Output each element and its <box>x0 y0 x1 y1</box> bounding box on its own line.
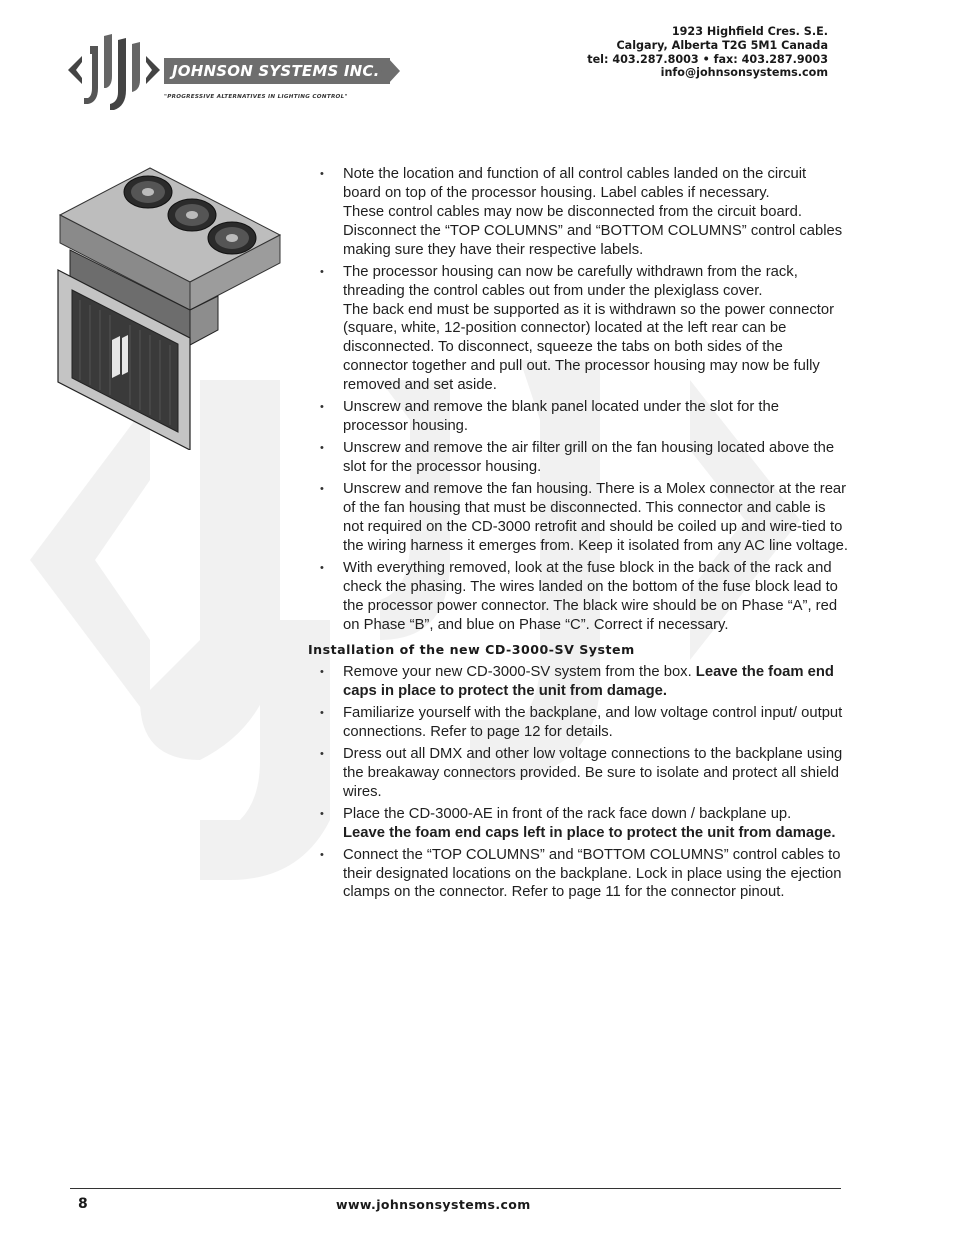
list-item <box>308 480 848 556</box>
bullet-marker: • <box>320 747 324 760</box>
company-logo <box>68 26 402 112</box>
bullet-marker: • <box>320 665 324 678</box>
address-line-1: 1923 Highfield Cres. S.E. <box>671 25 828 38</box>
email-address: info@johnsonsystems.com <box>660 66 828 80</box>
step-text: Unscrew and remove the air filter grill on the fan housing located above the slot for the processor housing. <box>343 440 835 476</box>
company-name-banner: JOHNSON SYSTEMS INC. <box>164 58 390 84</box>
bullet-marker: • <box>320 848 324 861</box>
step-text: The processor housing can now be carefully withdrawn from the rack, threading the control cables out from under the plexiglass cover. The back end must be supported as it is withdrawn so the power connector (square, white, 12-position connector) located at the left rear can be disconnected. To disconnect, squeeze the tabs on both sides of the connector together and pull out. The processor housing may now be fully removed and set aside. <box>343 263 835 394</box>
list-item <box>308 398 848 436</box>
bullet-marker: • <box>320 168 324 180</box>
step-text: With everything removed, look at the fuse block in the back of the rack and check the phasing. The wires landed on the bottom of the fuse block lead to the processor power connector. The black wire should be on Phase “A”, red on Phase “B”, and blue on Phase “C”. Correct if necessary. <box>343 560 838 633</box>
phone-fax: tel: 403.287.8003 • fax: 403.287.9003 <box>587 52 828 66</box>
js-monogram-icon <box>68 26 178 112</box>
arrow-right-icon <box>370 58 400 84</box>
rack-unit-illustration <box>50 160 290 450</box>
bullet-marker: • <box>320 265 324 278</box>
step-warning: Leave the foam end caps in place to protect the unit from damage. <box>343 663 834 699</box>
list-item <box>308 663 848 701</box>
bullet-marker: • <box>320 401 324 414</box>
section-heading: Installation of the new CD-3000-SV System <box>308 641 635 657</box>
address-line-2: Calgary, Alberta T2G 5M1 Canada <box>616 38 828 52</box>
list-item <box>308 559 848 635</box>
list-item <box>308 263 848 395</box>
step-text: Dress out all DMX and other low voltage connections to the backplane using the breakaway connectors provided. Be sure to isolate and protect all shield wires. <box>343 745 843 800</box>
list-item <box>308 745 848 802</box>
list-item <box>308 805 848 843</box>
instructions-content <box>308 165 848 906</box>
fan-icon <box>168 199 216 231</box>
footer-divider <box>70 1188 841 1189</box>
step-text: Unscrew and remove the fan housing. There is a Molex connector at the rear of the fan housing that must be disconnected. This connector and cable is not required on the CD-3000 retrofit and should be coiled up and wire-tied to the wiring harness it emerges from. Keep it isolated from any AC line voltage. <box>343 481 848 554</box>
bullet-marker: • <box>320 562 324 575</box>
contact-info <box>587 25 828 80</box>
list-item <box>308 439 848 477</box>
list-item <box>308 846 848 903</box>
fan-icon <box>208 222 256 254</box>
page-number: 8 <box>78 1196 88 1212</box>
fan-icon <box>124 176 172 208</box>
step-text: Unscrew and remove the blank panel located under the slot for the processor housing. <box>343 399 779 435</box>
step-text: Familiarize yourself with the backplane, and low voltage control input/ output connections. Refer to page 12 for details. <box>343 704 843 740</box>
installation-steps-list <box>308 663 848 903</box>
bullet-marker: • <box>320 442 324 455</box>
step-text: Remove your new CD-3000-SV system from the box. <box>343 663 696 680</box>
step-text: Note the location and function of all control cables landed on the circuit board on top of the processor housing. Label cables if necessary. These control cables may now be disconnected from the circuit board. Disconnect the “TOP COLUMNS” and “BOTTOM COLUMNS” control cables making sure they have their respective labels. <box>343 166 843 258</box>
step-text: Place the CD-3000-AE in front of the rack face down / backplane up. <box>343 805 792 822</box>
step-text: Connect the “TOP COLUMNS” and “BOTTOM COLUMNS” control cables to their designated locations on the backplane. Lock in place using the ejection clamps on the connector. Refer to page 11 for the connector pinout. <box>343 846 842 901</box>
step-warning: Leave the foam end caps left in place to protect the unit from damage. <box>343 824 836 841</box>
list-item <box>308 704 848 742</box>
website-link[interactable]: www.johnsonsystems.com <box>336 1197 531 1212</box>
removal-steps-list <box>308 165 848 635</box>
company-tagline: "PROGRESSIVE ALTERNATIVES IN LIGHTING CONTROL" <box>164 94 348 100</box>
bullet-marker: • <box>320 807 324 820</box>
bullet-marker: • <box>320 483 324 496</box>
bullet-marker: • <box>320 706 324 719</box>
list-item <box>308 165 848 260</box>
